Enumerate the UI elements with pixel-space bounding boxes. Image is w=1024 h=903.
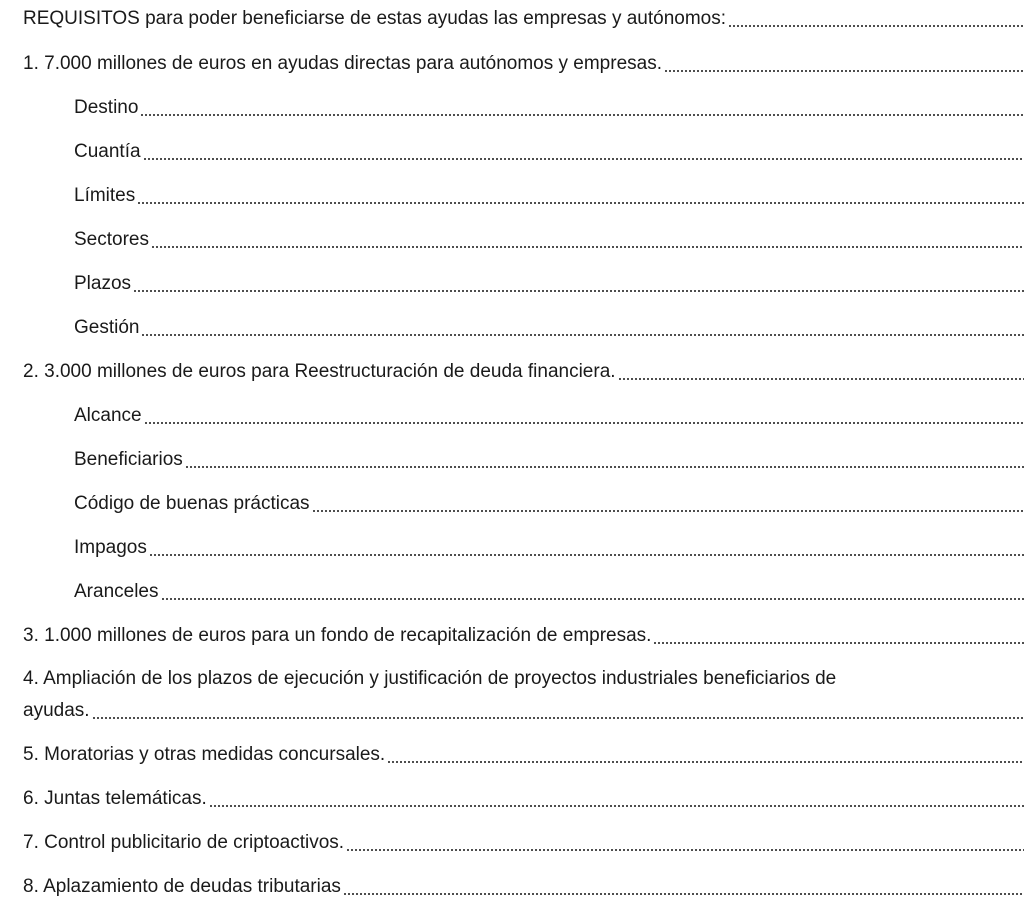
toc-entry-label: 8. Aplazamiento de deudas tributarias: [23, 876, 341, 897]
toc-entry-label: 6. Juntas telemáticas.: [23, 788, 207, 809]
toc-entry-alcance[interactable]: [0, 401, 1024, 427]
toc-entry-label: Gestión: [74, 317, 140, 338]
dot-leader: [149, 537, 1024, 559]
dot-leader: [653, 625, 1024, 647]
dot-leader: [312, 493, 1024, 515]
dot-leader: [618, 361, 1024, 383]
toc-entry-item-7[interactable]: [0, 828, 1024, 854]
toc-entry-label: Cuantía: [74, 141, 141, 162]
toc-entry-codigo-buenas-practicas[interactable]: [0, 489, 1024, 515]
dot-leader: [209, 788, 1024, 810]
toc-entry-item-1[interactable]: [0, 49, 1024, 75]
toc-entry-label: ayudas.: [23, 700, 90, 721]
toc-entry-label: Aranceles: [74, 581, 159, 602]
toc-entry-beneficiarios[interactable]: [0, 445, 1024, 471]
dot-leader: [387, 744, 1024, 766]
toc-entry-label: REQUISITOS para poder beneficiarse de estas ayudas las empresas y autónomos:: [23, 8, 727, 29]
toc-entry-label: Límites: [74, 185, 136, 206]
toc-entry-label: 4. Ampliación de los plazos de ejecución y justificación de proyectos industriales beneficiarios de: [23, 668, 837, 689]
toc-entry-item-6[interactable]: [0, 784, 1024, 810]
dot-leader: [346, 832, 1024, 854]
toc-entry-gestion[interactable]: [0, 313, 1024, 339]
toc-entry-impagos[interactable]: [0, 533, 1024, 559]
toc-entry-label: 5. Moratorias y otras medidas concursales.: [23, 744, 386, 765]
toc-entry-item-2[interactable]: [0, 357, 1024, 383]
dot-leader: [728, 8, 1024, 30]
dot-leader: [140, 97, 1024, 119]
toc-entry-aranceles[interactable]: [0, 577, 1024, 603]
toc-entry-item-4-line-1[interactable]: [0, 664, 1024, 690]
toc-entry-item-8[interactable]: [0, 872, 1024, 898]
toc-entry-label: 1. 7.000 millones de euros en ayudas directas para autónomos y empresas.: [23, 53, 662, 74]
dot-leader: [144, 405, 1024, 427]
toc-entry-label: 7. Control publicitario de criptoactivos.: [23, 832, 345, 853]
dot-leader: [161, 581, 1024, 603]
dot-leader: [137, 185, 1024, 207]
toc-entry-label: Sectores: [74, 229, 149, 250]
toc-entry-label: Impagos: [74, 537, 147, 558]
toc-entry-item-3[interactable]: [0, 621, 1024, 647]
toc-entry-destino[interactable]: [0, 93, 1024, 119]
dot-leader: [141, 317, 1024, 339]
toc-entry-label: Alcance: [74, 405, 142, 426]
toc-entry-cuantia[interactable]: [0, 137, 1024, 163]
toc-entry-limites[interactable]: [0, 181, 1024, 207]
dot-leader: [343, 876, 1024, 898]
toc-entry-sectores[interactable]: [0, 225, 1024, 251]
dot-leader: [151, 229, 1024, 251]
dot-leader: [143, 141, 1024, 163]
toc-entry-item-5[interactable]: [0, 740, 1024, 766]
toc-entry-label: 3. 1.000 millones de euros para un fondo de recapitalización de empresas.: [23, 625, 652, 646]
toc-entry-label: Destino: [74, 97, 139, 118]
toc-entry-label: Beneficiarios: [74, 449, 183, 470]
toc-entry-requisitos[interactable]: [0, 4, 1024, 30]
toc-entry-label: Plazos: [74, 273, 132, 294]
toc-entry-plazos[interactable]: [0, 269, 1024, 295]
toc-entry-label: Código de buenas prácticas: [74, 493, 310, 514]
dot-leader: [133, 273, 1024, 295]
dot-leader: [664, 53, 1024, 75]
toc-entry-label: 2. 3.000 millones de euros para Reestructuración de deuda financiera.: [23, 361, 616, 382]
dot-leader: [92, 700, 1024, 722]
toc-entry-item-4-line-2[interactable]: [0, 696, 1024, 722]
dot-leader: [185, 449, 1024, 471]
